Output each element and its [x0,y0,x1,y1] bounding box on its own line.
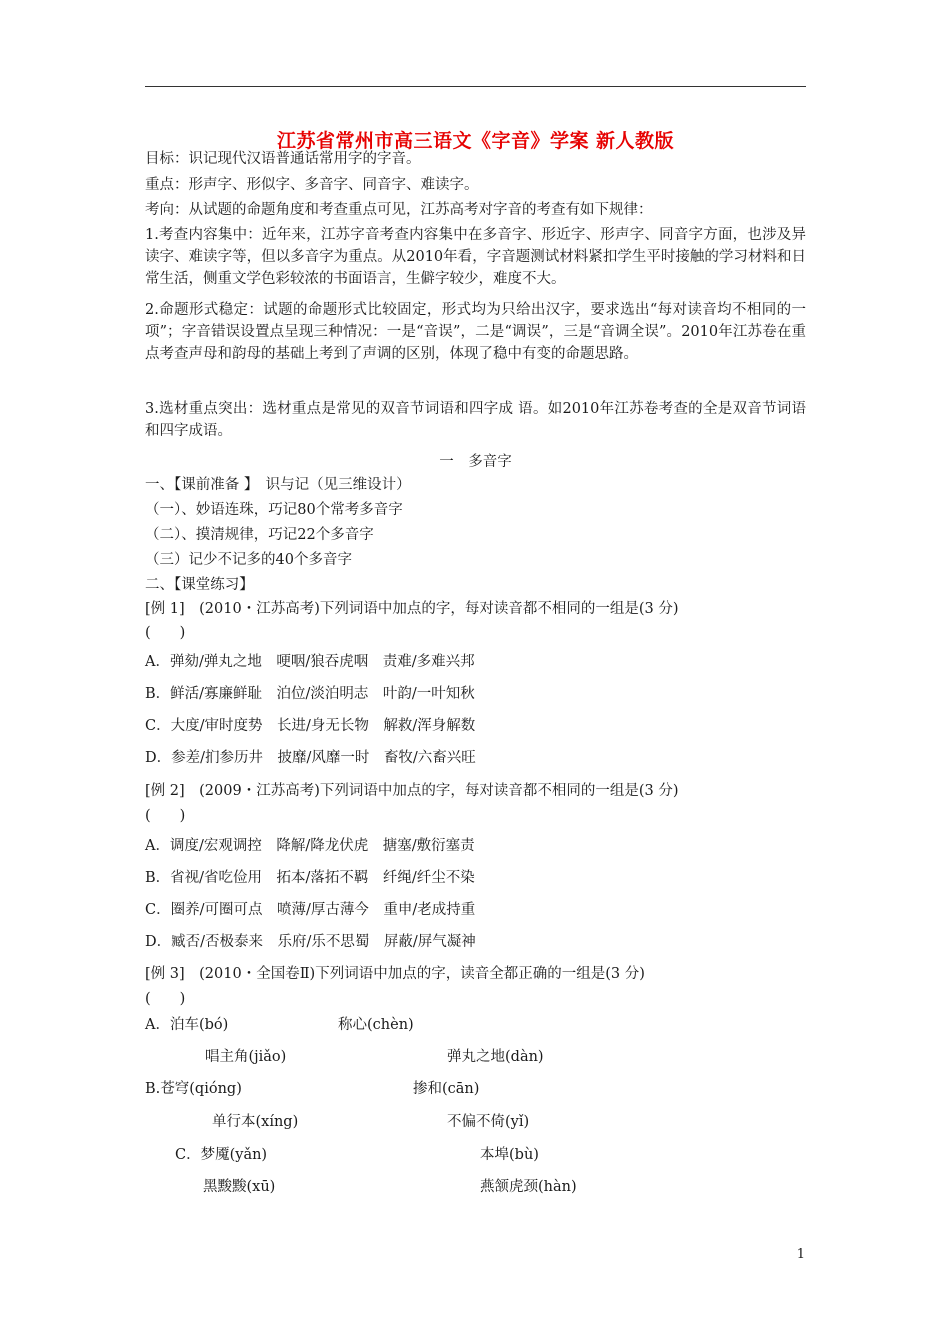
header-rule [145,86,806,87]
example-1-question: [例 1] (2010・江苏高考)下列词语中加点的字，每对读音都不相同的一组是(3 分) [145,601,679,617]
example-3-b2: 掺和(cān) [413,1081,480,1097]
example-1-option-d: D．参差/扪参历井 披靡/风靡一时 畜牧/六畜兴旺 [145,750,476,766]
example-3-c1: C．梦魇(yǎn) [175,1147,268,1163]
example-3-a4: 弹丸之地(dàn) [447,1049,544,1065]
example-3-c3: 黑黢黢(xū) [203,1179,276,1195]
trend-line: 考向：从试题的命题角度和考查重点可见，江苏高考对字音的考查有如下规律： [145,202,653,218]
practice-heading: 二、【课堂练习】 [145,577,254,593]
example-1-option-b: B．鲜活/寡廉鲜耻 泊位/淡泊明志 叶韵/一叶知秋 [145,686,475,702]
example-2-paren: ( ) [145,808,186,824]
prep-heading: 一、【课前准备 】 识与记（见三维设计） [145,477,411,493]
paragraph-2: 2.命题形式稳定：试题的命题形式比较固定，形式均为只给出汉字，要求选出“每对读音均不相同的一项”；字音错误设置点呈现三种情况：一是“音误”，二是“调误”，三是“音调全误”。2010年江苏卷在重点考查声母和韵母的基础上考到了声调的区别，体现了稳中有变的命题思路。 [145,302,806,362]
example-3-a3: 唱主角(jiǎo) [205,1049,287,1065]
example-2-option-c: C．圈养/可圈可点 喷薄/厚古薄今 重申/老成持重 [145,902,476,918]
section-heading: 一 多音字 [439,454,512,470]
example-3-paren: ( ) [145,991,186,1007]
example-1-option-c: C．大度/审时度势 长进/身无长物 解救/浑身解数 [145,718,476,734]
example-3-b1: B.苍穹(qióng) [145,1081,242,1097]
example-3-c2: 本埠(bù) [480,1147,539,1163]
prep-item-3: （三）记少不记多的40个多音字 [145,552,352,568]
example-3-a1: A．泊车(bó) [145,1017,229,1033]
page-number: 1 [796,1247,805,1262]
focus-line: 重点：形声字、形似字、多音字、同音字、难读字。 [145,177,479,193]
example-2-option-b: B．省视/省吃俭用 拓本/落拓不羁 纤绳/纤尘不染 [145,870,475,886]
paragraph-1: 1.考查内容集中：近年来，江苏字音考查内容集中在多音字、形近字、形声字、同音字方面，也涉及异读字、难读字等，但以多音字为重点。从2010年看，字音题测试材料紧扣学生平时接触的学习材料和日常生活，侧重文学色彩较浓的书面语言，生僻字较少，难度不大。 [145,227,806,287]
example-3-b3: 单行本(xíng) [212,1114,299,1130]
example-3-a2: 称心(chèn) [338,1017,414,1033]
example-2-option-a: A．调度/宏观调控 降解/降龙伏虎 搪塞/敷衍塞责 [145,838,475,854]
example-3-question: [例 3] (2010・全国卷Ⅱ)下列词语中加点的字，读音全都正确的一组是(3 分) [145,966,645,982]
example-2-option-d: D．臧否/否极泰来 乐府/乐不思蜀 屏蔽/屏气凝神 [145,934,476,950]
goal-line: 目标：识记现代汉语普通话常用字的字音。 [145,151,421,167]
paragraph-3: 3.选材重点突出：选材重点是常见的双音节词语和四字成 语。如2010年江苏卷考查的全是双音节词语和四字成语。 [145,401,806,439]
prep-item-2: （二）、摸清规律，巧记22个多音字 [145,527,374,543]
example-1-option-a: A．弹劾/弹丸之地 哽咽/狼吞虎咽 责难/多难兴邦 [145,654,475,670]
example-3-c4: 燕颔虎颈(hàn) [480,1179,577,1195]
example-2-question: [例 2] (2009・江苏高考)下列词语中加点的字，每对读音都不相同的一组是(3 分) [145,783,679,799]
example-1-paren: ( ) [145,625,186,641]
prep-item-1: （一）、妙语连珠，巧记80个常考多音字 [145,502,403,518]
example-3-b4: 不偏不倚(yǐ) [447,1114,530,1130]
document-title: 江苏省常州市高三语文《字音》学案 新人教版 [276,130,675,152]
